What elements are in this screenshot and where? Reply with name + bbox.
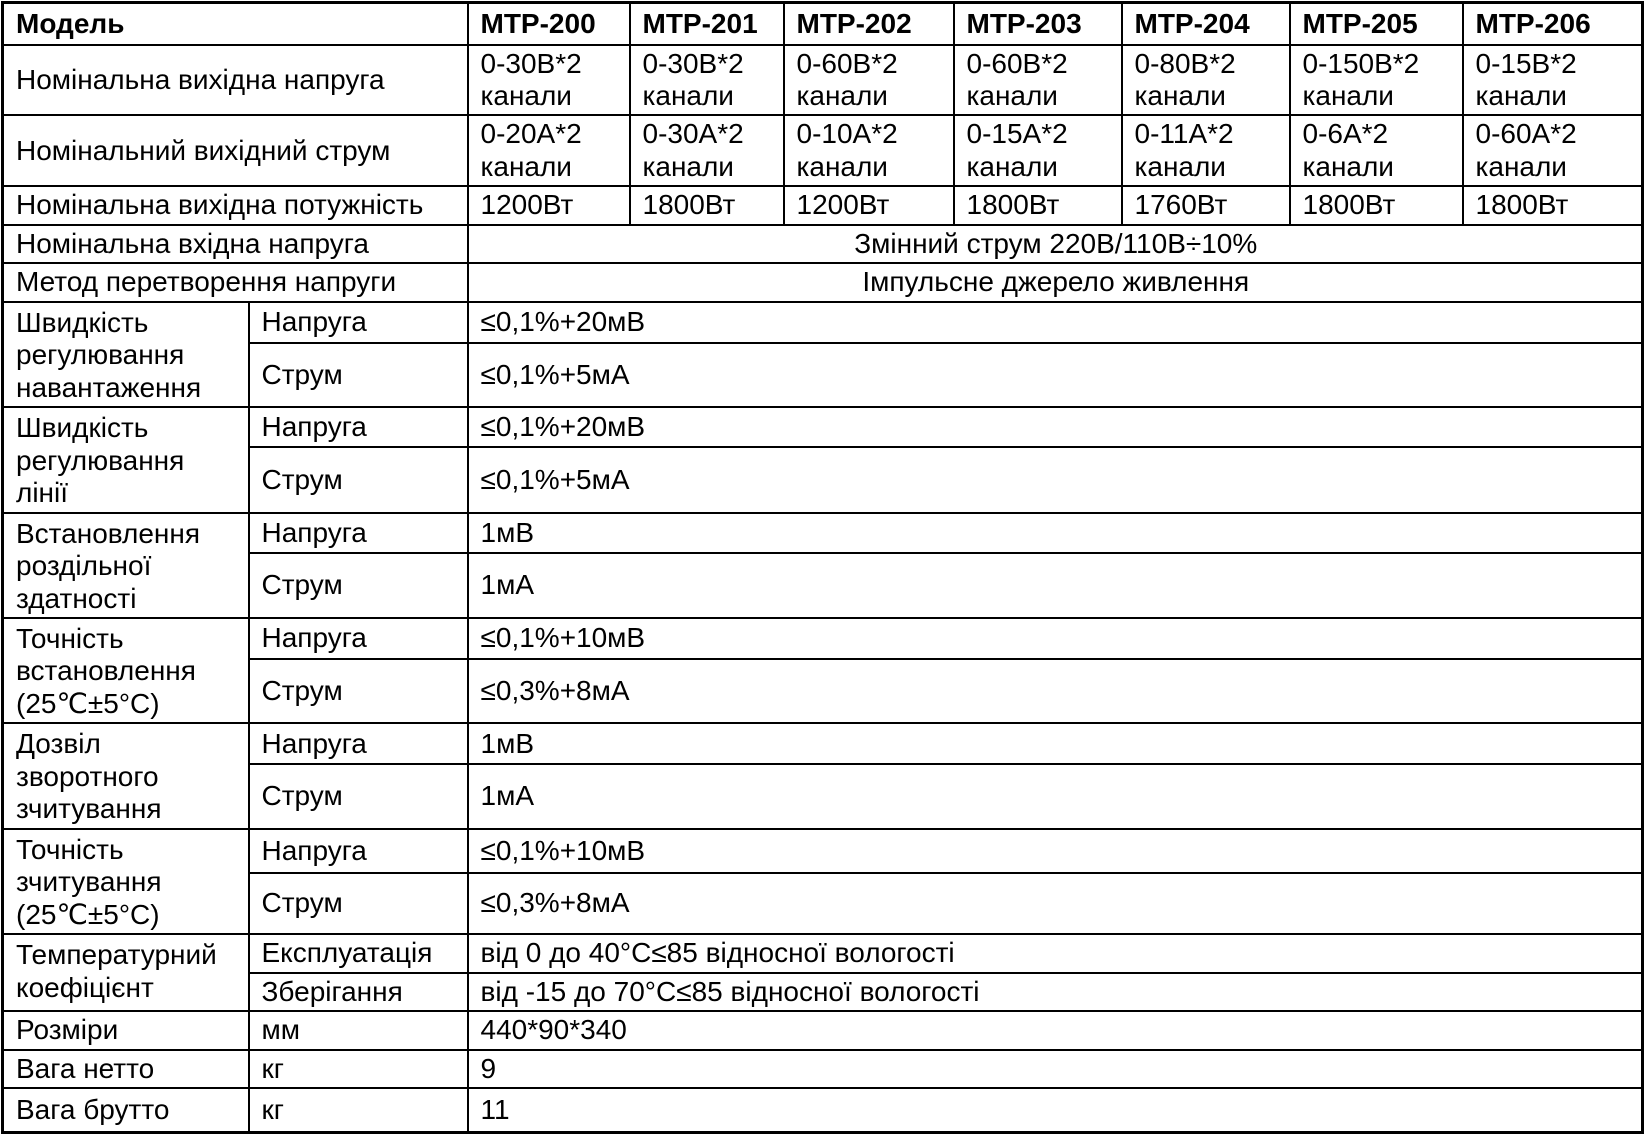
value-cell: 0-15В*2 канали — [1463, 45, 1643, 116]
merged-value-cell: ≤0,3%+8мА — [468, 873, 1643, 934]
model-name-mtp-205: MTP-205 — [1290, 3, 1463, 45]
value-cell: 0-20А*2 канали — [468, 115, 630, 186]
sub-label: Зберігання — [249, 973, 468, 1011]
value-cell: 1200Вт — [468, 186, 630, 224]
merged-value-cell: 1мВ — [468, 513, 1643, 553]
temperature-operation-row — [3, 934, 1643, 972]
merged-value-cell: ≤0,1%+20мВ — [468, 302, 1643, 344]
sub-label: Напруга — [249, 407, 468, 447]
merged-value-cell: Імпульсне джерело живлення — [468, 263, 1643, 301]
merged-value-cell: 1мВ — [468, 723, 1643, 764]
value-cell: 0-60В*2 канали — [954, 45, 1122, 116]
merged-value-cell: ≤0,3%+8мА — [468, 659, 1643, 723]
sub-label: Струм — [249, 873, 468, 934]
model-name-mtp-204: MTP-204 — [1122, 3, 1290, 45]
dimensions-row — [3, 1011, 1643, 1049]
merged-value-cell: 9 — [468, 1050, 1643, 1088]
value-cell: 1800Вт — [954, 186, 1122, 224]
setting-resolution-current-row — [3, 553, 1643, 618]
temperature-storage-row — [3, 973, 1643, 1011]
merged-value-cell: 11 — [468, 1088, 1643, 1132]
readback-accuracy-current-row — [3, 873, 1643, 934]
merged-value-cell: ≤0,1%+10мВ — [468, 618, 1643, 659]
load-regulation-voltage-row — [3, 302, 1643, 344]
gross-weight-row — [3, 1088, 1643, 1132]
input-voltage-row — [3, 225, 1643, 263]
line-regulation-current-row — [3, 447, 1643, 512]
model-name-mtp-206: MTP-206 — [1463, 3, 1643, 45]
net-weight-row — [3, 1050, 1643, 1088]
unit-label: кг — [249, 1088, 468, 1132]
value-cell: 0-30В*2 канали — [630, 45, 784, 116]
group-label: Швидкість регулювання лінії — [3, 407, 249, 512]
value-cell: 1760Вт — [1122, 186, 1290, 224]
merged-value-cell: ≤0,1%+5мА — [468, 447, 1643, 512]
group-label: Температурний коефіцієнт — [3, 934, 249, 1011]
value-cell: 0-6А*2 канали — [1290, 115, 1463, 186]
value-cell: 0-10А*2 канали — [784, 115, 954, 186]
value-cell: 0-80В*2 канали — [1122, 45, 1290, 116]
value-cell: 1800Вт — [1290, 186, 1463, 224]
model-name-mtp-201: MTP-201 — [630, 3, 784, 45]
unit-label: кг — [249, 1050, 468, 1088]
readback-resolution-voltage-row — [3, 723, 1643, 764]
sub-label: Струм — [249, 764, 468, 829]
row-label: Метод перетворення напруги — [3, 263, 468, 301]
row-label: Номінальний вихідний струм — [3, 115, 468, 186]
merged-value-cell: ≤0,1%+5мА — [468, 343, 1643, 407]
value-cell: 1800Вт — [1463, 186, 1643, 224]
merged-value-cell: Змінний струм 220В/110В÷10% — [468, 225, 1643, 263]
group-label: Встановлення роздільної здатності — [3, 513, 249, 618]
model-name-mtp-203: MTP-203 — [954, 3, 1122, 45]
load-regulation-current-row — [3, 343, 1643, 407]
value-cell: 0-150В*2 канали — [1290, 45, 1463, 116]
sub-label: Напруга — [249, 618, 468, 659]
row-label: Вага нетто — [3, 1050, 249, 1088]
conversion-method-row — [3, 263, 1643, 301]
value-cell: 1200Вт — [784, 186, 954, 224]
group-label: Точність встановлення (25℃±5°C) — [3, 618, 249, 723]
model-name-mtp-202: MTP-202 — [784, 3, 954, 45]
readback-resolution-current-row — [3, 764, 1643, 829]
sub-label: Напруга — [249, 513, 468, 553]
setting-accuracy-current-row — [3, 659, 1643, 723]
value-cell: 0-11А*2 канали — [1122, 115, 1290, 186]
row-label: Вага брутто — [3, 1088, 249, 1132]
sub-label: Струм — [249, 553, 468, 618]
output-voltage-row — [3, 45, 1643, 116]
output-power-row — [3, 186, 1643, 224]
sub-label: Напруга — [249, 829, 468, 873]
sub-label: Струм — [249, 659, 468, 723]
setting-accuracy-voltage-row — [3, 618, 1643, 659]
group-label: Швидкість регулювання навантаження — [3, 302, 249, 407]
model-name-mtp-200: MTP-200 — [468, 3, 630, 45]
row-label: Розміри — [3, 1011, 249, 1049]
value-cell: 0-60А*2 канали — [1463, 115, 1643, 186]
merged-value-cell: 440*90*340 — [468, 1011, 1643, 1049]
output-current-row — [3, 115, 1643, 186]
merged-value-cell: ≤0,1%+10мВ — [468, 829, 1643, 873]
group-label: Дозвіл зворотного зчитування — [3, 723, 249, 828]
value-cell: 1800Вт — [630, 186, 784, 224]
sub-label: Напруга — [249, 302, 468, 344]
line-regulation-voltage-row — [3, 407, 1643, 447]
row-label: Номінальна вхідна напруга — [3, 225, 468, 263]
readback-accuracy-voltage-row — [3, 829, 1643, 873]
sub-label: Струм — [249, 343, 468, 407]
model-header-row — [3, 3, 1643, 45]
model-header-label: Модель — [3, 3, 468, 45]
value-cell: 0-30В*2 канали — [468, 45, 630, 116]
spec-table — [1, 1, 1644, 1134]
unit-label: мм — [249, 1011, 468, 1049]
group-label: Точність зчитування (25℃±5°C) — [3, 829, 249, 934]
merged-value-cell: ≤0,1%+20мВ — [468, 407, 1643, 447]
sub-label: Напруга — [249, 723, 468, 764]
sub-label: Експлуатація — [249, 934, 468, 972]
merged-value-cell: від 0 до 40°C≤85 відносної вологості — [468, 934, 1643, 972]
value-cell: 0-30А*2 канали — [630, 115, 784, 186]
sub-label: Струм — [249, 447, 468, 512]
value-cell: 0-60В*2 канали — [784, 45, 954, 116]
setting-resolution-voltage-row — [3, 513, 1643, 553]
merged-value-cell: від -15 до 70°C≤85 відносної вологості — [468, 973, 1643, 1011]
merged-value-cell: 1мА — [468, 553, 1643, 618]
row-label: Номінальна вихідна потужність — [3, 186, 468, 224]
row-label: Номінальна вихідна напруга — [3, 45, 468, 116]
value-cell: 0-15А*2 канали — [954, 115, 1122, 186]
merged-value-cell: 1мА — [468, 764, 1643, 829]
